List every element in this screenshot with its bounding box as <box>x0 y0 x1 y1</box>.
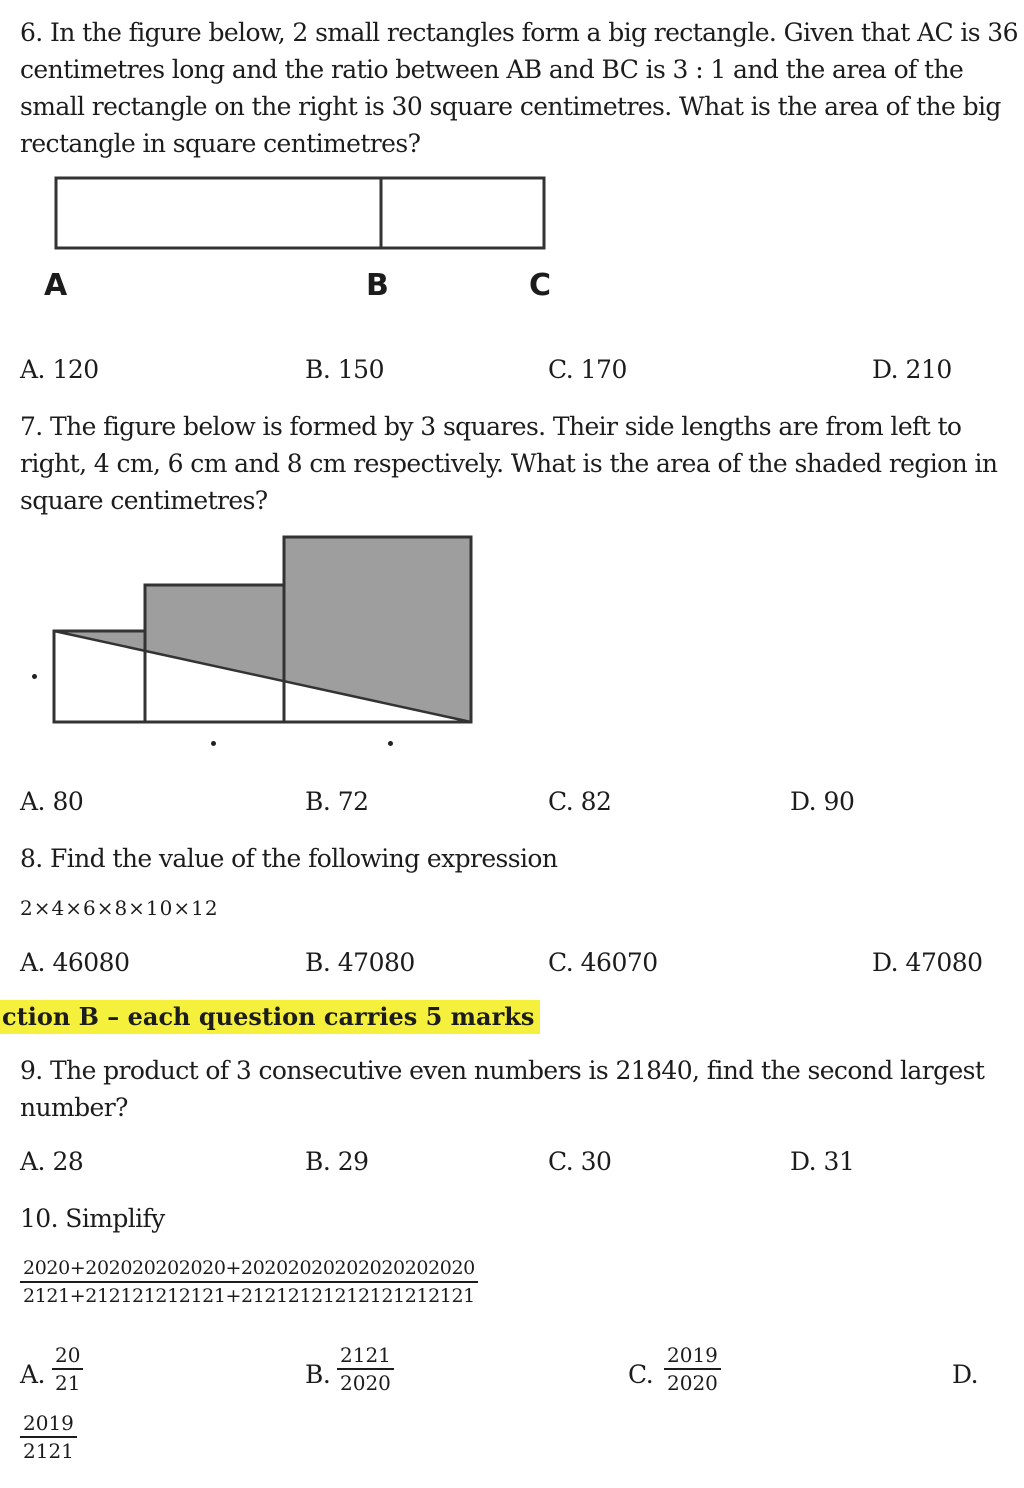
q6-option-b[interactable]: B. 150 <box>305 355 384 384</box>
q10-option-c-letter[interactable]: C. <box>628 1360 654 1389</box>
q10-option-b-fraction[interactable] <box>337 1342 394 1396</box>
q10-option-a-numerator: 20 <box>52 1342 83 1370</box>
q10-option-a-fraction[interactable] <box>52 1342 83 1396</box>
q6-option-d[interactable]: D. 210 <box>872 355 952 384</box>
q8-line-1: 8. Find the value of the following expression <box>20 844 558 873</box>
q9-line-1: 9. The product of 3 consecutive even numbers is 21840, find the second largest <box>20 1056 985 1085</box>
point-b-label: B <box>366 268 389 303</box>
q10-big-fraction <box>20 1255 478 1309</box>
figure-dot-middle <box>211 741 216 746</box>
q10-denominator: 2121+212121212121+21212121212121212121 <box>23 1285 475 1307</box>
q10-option-d-letter[interactable]: D. <box>952 1360 979 1389</box>
q8-option-c[interactable]: C. 46070 <box>548 948 658 977</box>
q10-text <box>20 1200 1020 1237</box>
q8-option-a[interactable]: A. 46080 <box>20 948 130 977</box>
q10-option-b-letter[interactable]: B. <box>305 1360 331 1389</box>
q10-option-c-numerator: 2019 <box>664 1342 721 1370</box>
q10-option-b-numerator: 2121 <box>337 1342 394 1370</box>
q10-option-d-fraction[interactable] <box>20 1410 77 1464</box>
q10-option-c-denominator: 2020 <box>667 1371 718 1395</box>
q10-option-d-denominator: 2121 <box>23 1439 74 1463</box>
q8-text <box>20 840 1020 877</box>
q10-option-d-numerator: 2019 <box>20 1410 77 1438</box>
q9-line-2: number? <box>20 1093 128 1122</box>
q8-option-b[interactable]: B. 47080 <box>305 948 415 977</box>
q6-option-a[interactable]: A. 120 <box>20 355 99 384</box>
q7-line-1: 7. The figure below is formed by 3 squares. Their side lengths are from left to <box>20 412 962 441</box>
q7-line-3: square centimetres? <box>20 486 268 515</box>
q10-option-a-letter[interactable]: A. <box>20 1360 46 1389</box>
q9-text <box>20 1052 1020 1126</box>
figure-dot-right <box>388 741 393 746</box>
q10-line-1: 10. Simplify <box>20 1204 165 1233</box>
q6-option-c[interactable]: C. 170 <box>548 355 627 384</box>
point-c-label: C <box>529 268 552 303</box>
q7-squares-figure <box>40 528 490 738</box>
q6-text <box>20 14 1020 162</box>
q6-line-2: centimetres long and the ratio between AB and BC is 3 : 1 and the area of the <box>20 55 964 84</box>
point-a-label: A <box>44 268 68 303</box>
q10-option-a-denominator: 21 <box>55 1371 81 1395</box>
q8-option-d[interactable]: D. 47080 <box>872 948 983 977</box>
q8-expression: 2×4×6×8×10×12 <box>20 896 219 920</box>
q7-option-b[interactable]: B. 72 <box>305 787 369 816</box>
section-b-heading: ction B – each question carries 5 marks <box>0 1000 540 1034</box>
q7-option-a[interactable]: A. 80 <box>20 787 84 816</box>
figure-dot-left <box>32 674 37 679</box>
q7-option-d[interactable]: D. 90 <box>790 787 855 816</box>
q9-option-c[interactable]: C. 30 <box>548 1147 612 1176</box>
big-rectangle <box>56 178 544 248</box>
q6-line-3: small rectangle on the right is 30 square centimetres. What is the area of the big <box>20 92 1001 121</box>
q10-numerator: 2020+202020202020+20202020202020202020 <box>20 1255 478 1283</box>
q9-option-a[interactable]: A. 28 <box>20 1147 84 1176</box>
q6-line-1: 6. In the figure below, 2 small rectangles form a big rectangle. Given that AC is 36 <box>20 18 1018 47</box>
q10-option-c-fraction[interactable] <box>664 1342 721 1396</box>
q10-option-b-denominator: 2020 <box>340 1371 391 1395</box>
q7-text <box>20 408 1020 519</box>
q6-rectangle-figure <box>50 172 550 256</box>
q7-option-c[interactable]: C. 82 <box>548 787 612 816</box>
q9-option-d[interactable]: D. 31 <box>790 1147 855 1176</box>
q9-option-b[interactable]: B. 29 <box>305 1147 369 1176</box>
q6-line-4: rectangle in square centimetres? <box>20 129 421 158</box>
q7-line-2: right, 4 cm, 6 cm and 8 cm respectively. What is the area of the shaded region in <box>20 449 998 478</box>
